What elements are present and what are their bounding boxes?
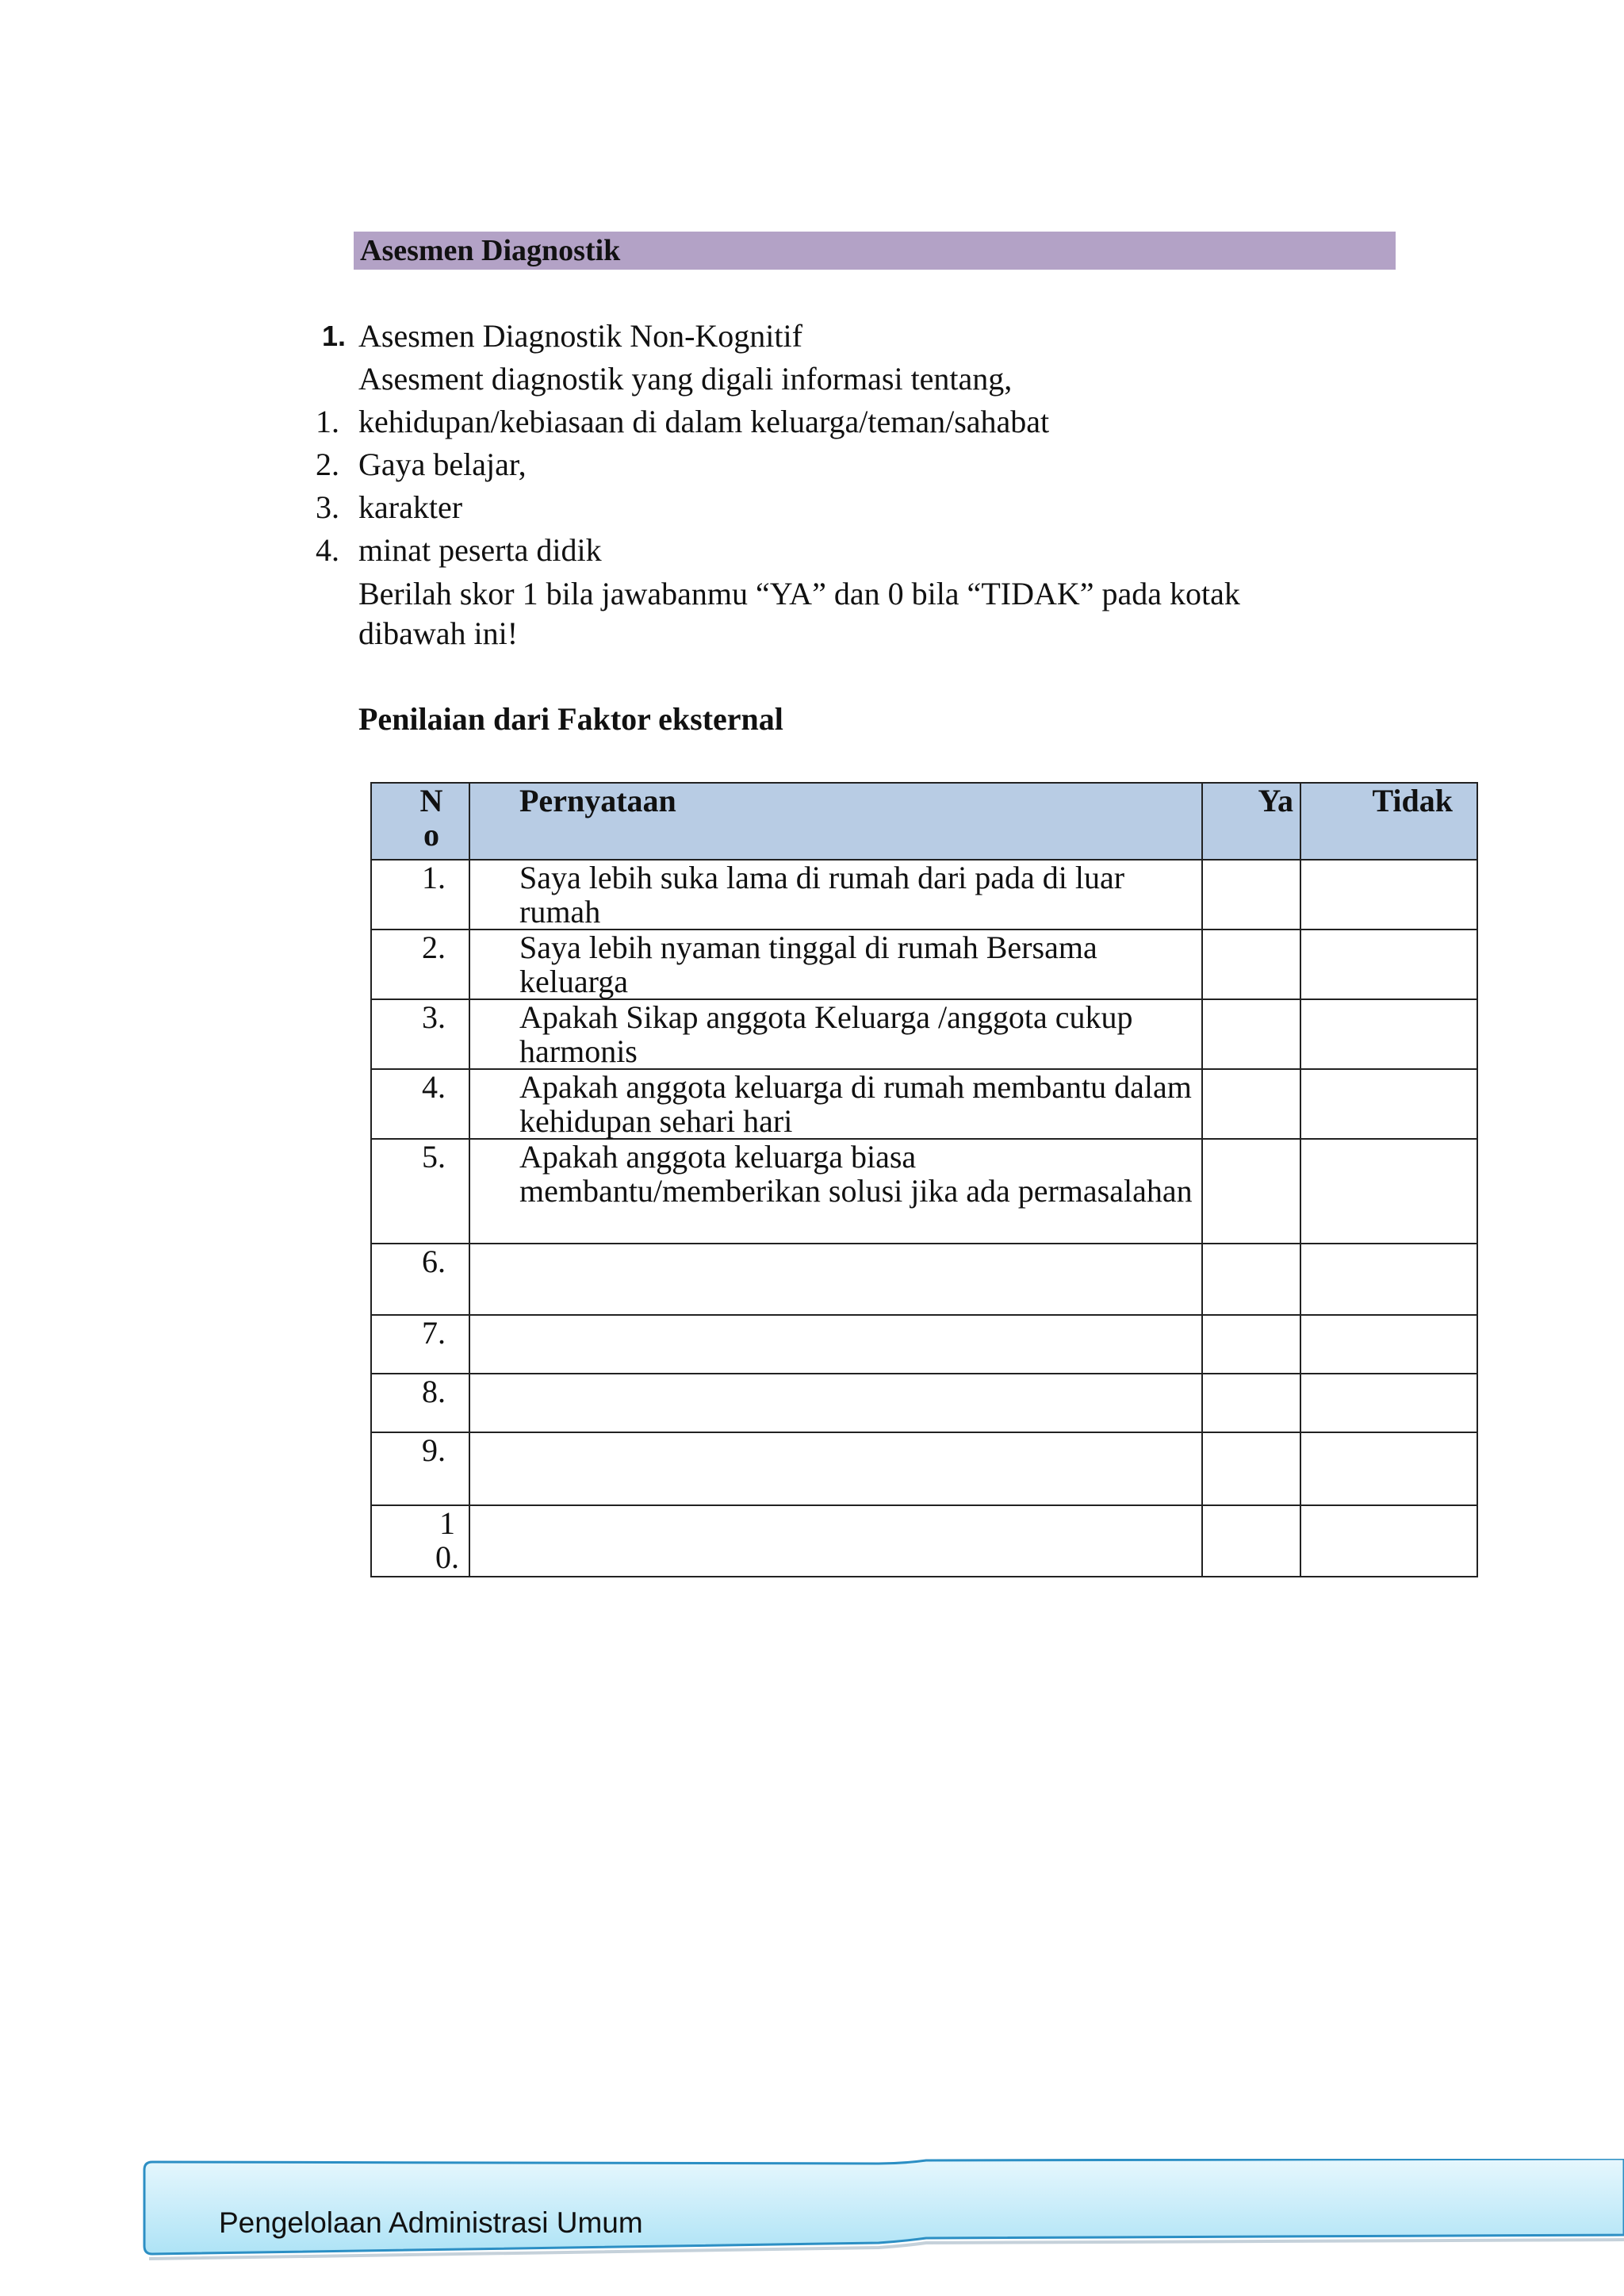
row-number: 8. [371,1374,469,1432]
header-no-answer: Tidak [1300,783,1477,860]
table-row [371,1432,1477,1505]
topic-number: 3. [316,489,339,525]
row-number: 10. [371,1505,469,1577]
yes-score-cell[interactable] [1202,860,1300,930]
row-statement [469,1244,1202,1315]
row-statement: Apakah anggota keluarga biasa membantu/memberikan solusi jika ada permasalahan [469,1139,1202,1244]
no-score-cell[interactable] [1300,1315,1477,1374]
topic-number: 2. [316,447,339,482]
page-footer [141,2159,1624,2266]
header-no: No [371,783,469,860]
topic-text: kehidupan/kebiasaan di dalam keluarga/teman/sahabat [358,404,1050,439]
topic-number: 1. [316,404,339,439]
no-score-cell[interactable] [1300,1505,1477,1577]
table-subheading: Penilaian dari Faktor eksternal [358,701,783,737]
table-header-row [371,783,1477,860]
row-statement [469,1315,1202,1374]
row-statement: Apakah Sikap anggota Keluarga /anggota cukup harmonis [469,999,1202,1069]
row-number: 5. [371,1139,469,1244]
yes-score-cell[interactable] [1202,1505,1300,1577]
intro-title: Asesmen Diagnostik Non-Kognitif [358,318,802,354]
section-heading: Asesmen Diagnostik [354,232,1396,270]
no-score-cell[interactable] [1300,860,1477,930]
instruction-line-2: dibawah ini! [358,615,519,651]
table-row [371,1069,1477,1139]
header-statement: Pernyataan [469,783,1202,860]
intro-description: Asesment diagnostik yang digali informasi tentang, [358,361,1013,397]
row-statement [469,1505,1202,1577]
yes-score-cell[interactable] [1202,1244,1300,1315]
row-number: 2. [371,930,469,999]
table-row [371,930,1477,999]
yes-score-cell[interactable] [1202,1432,1300,1505]
row-statement [469,1432,1202,1505]
no-score-cell[interactable] [1300,999,1477,1069]
table-row [371,860,1477,930]
row-number: 7. [371,1315,469,1374]
header-yes: Ya [1202,783,1300,860]
row-statement: Saya lebih nyaman tinggal di rumah Bersama keluarga [469,930,1202,999]
row-number: 4. [371,1069,469,1139]
table-row [371,999,1477,1069]
instruction-line-1: Berilah skor 1 bila jawabanmu “YA” dan 0 bila “TIDAK” pada kotak [358,576,1240,611]
table-row [371,1505,1477,1577]
table-row [371,1139,1477,1244]
footer-text: Pengelolaan Administrasi Umum [219,2206,643,2239]
row-number: 1. [371,860,469,930]
intro-number: 1. [321,320,346,352]
yes-score-cell[interactable] [1202,930,1300,999]
no-score-cell[interactable] [1300,930,1477,999]
table-row [371,1244,1477,1315]
row-statement [469,1374,1202,1432]
no-score-cell[interactable] [1300,1374,1477,1432]
table-row [371,1315,1477,1374]
yes-score-cell[interactable] [1202,1069,1300,1139]
no-score-cell[interactable] [1300,1244,1477,1315]
no-score-cell[interactable] [1300,1069,1477,1139]
table-row [371,1374,1477,1432]
assessment-table [370,782,1478,1577]
row-statement: Apakah anggota keluarga di rumah membantu dalam kehidupan sehari hari [469,1069,1202,1139]
no-score-cell[interactable] [1300,1432,1477,1505]
topic-text: minat peserta didik [358,532,602,568]
topic-number: 4. [316,532,339,568]
yes-score-cell[interactable] [1202,1374,1300,1432]
row-number: 6. [371,1244,469,1315]
yes-score-cell[interactable] [1202,999,1300,1069]
row-statement: Saya lebih suka lama di rumah dari pada di luar rumah [469,860,1202,930]
row-number: 9. [371,1432,469,1505]
topic-text: Gaya belajar, [358,447,527,482]
no-score-cell[interactable] [1300,1139,1477,1244]
row-number: 3. [371,999,469,1069]
topic-text: karakter [358,489,463,525]
yes-score-cell[interactable] [1202,1139,1300,1244]
yes-score-cell[interactable] [1202,1315,1300,1374]
